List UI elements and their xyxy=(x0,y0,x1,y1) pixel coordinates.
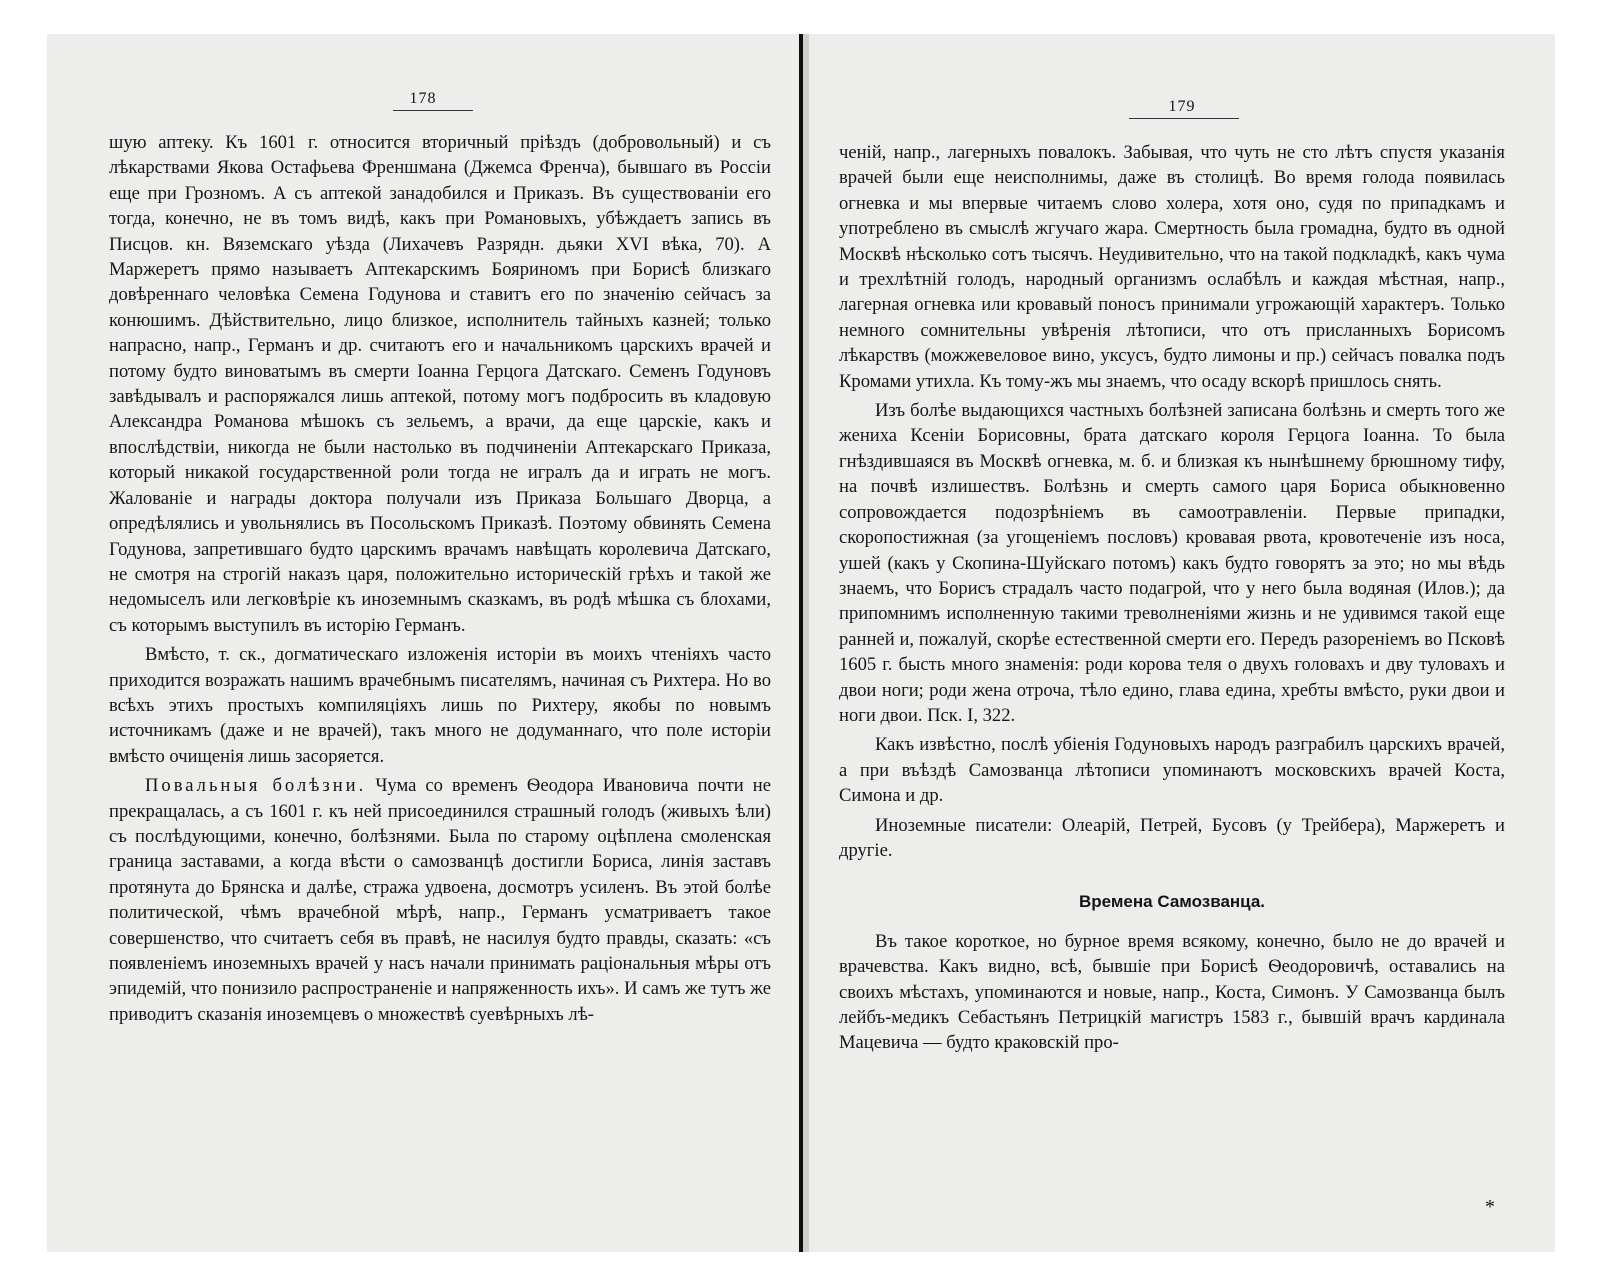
section-paragraph: Въ такое короткое, но бурное время всякому, конечно, было не до врачей и врачевства. Какъ видно, всѣ, бывшіе при Борисѣ Ѳеодоровичѣ, оставались на своихъ мѣстахъ, упоминаются и новые, напр., Коста, Симонъ. У Самозванца былъ лейбъ-медикъ Себастьянъ Петрицкій магистръ 1583 г., бывшій врачъ кардинала Мацевича — будто краковскій про- xyxy=(839,930,1505,1054)
paragraph: Изъ болѣе выдающихся частныхъ болѣзней записана болѣзнь и смерть того же жениха Ксеніи Борисовны, брата датскаго короля Герцога Іоанна. То была гнѣздившаяся въ Москвѣ огневка, м. б. и близкая къ нынѣшнему брюшному тифу, на почвѣ излишествъ. Болѣзнь и смерть самого царя Бориса обыкновенно сопровождается подозрѣніемъ въ самоотравленіи. Первые припадки, скоропостижная (за угощеніемъ пословъ) кровавая рвота, кровотеченіе изъ носа, ушей (какъ у Скопина-Шуйскаго потомъ) какъ будто говорятъ за это; но мы вѣдь знаемъ, что Борисъ страдалъ часто подагрой, что у него была водяная (Илов.); да припомнимъ исполненную такими треволненіями жизнь и не удивимся такой еще ранней и, пожалуй, скорѣе естественной смерти его. Передъ разореніемъ во Псковѣ 1605 г. бысть много знаменія: роди корова теля о двухъ головахъ и дву туловахъ и двои ноги; роди жена отроча, тѣло едино, глава едина, хребты вмѣсто, руки двои и ноги двои. Пск. I, 322. xyxy=(839,400,1505,726)
section-heading: Времена Самозванца. xyxy=(1078,892,1266,912)
paragraph: Вмѣсто, т. ск., догматическаго изложенія исторіи въ моихъ чтеніяхъ часто приходится возражать нашимъ врачебнымъ писателямъ, начиная съ Рихтера. Но во всѣхъ этихъ простыхъ компиляціяхъ лишь по Рихтеру, якобы по новымъ источникамъ (даже и не врачей), такъ много не додуманнаго, что поле исторіи вмѣсто очищенія лишь засоряется. xyxy=(109,644,771,767)
right-page xyxy=(809,34,1555,1252)
epidemics-paragraph xyxy=(109,773,771,1027)
paragraph: шую аптеку. Къ 1601 г. относится вторичный пріѣздъ (добровольный) и съ лѣкарствами Якова Остафьева Френшмана (Джемса Френча), бывшаго въ Россіи еще при Грозномъ. А съ аптекой занадобился и Приказъ. Въ существованіи его тогда, конечно, не въ томъ видѣ, какъ при Романовыхъ, убѣждаетъ запись въ Писцов. кн. Вяземскаго уѣзда (Лихачевъ Разрядн. дьяки XVI вѣка, 70). А Маржеретъ прямо называетъ Аптекарскимъ Бояриномъ при Борисѣ близкаго довѣреннаго человѣка Семена Годунова и ставитъ его по значенію сейчасъ за конюшимъ. Дѣйствительно, лицо близкое, исполнитель тайныхъ казней; только напрасно, напр., Германъ и др. считаютъ его и начальникомъ царскихъ врачей и потому будто виноватымъ въ смерти Іоанна Герцога Датскаго. Семенъ Годуновъ завѣдывалъ и распоряжался лишь аптекой, потому могъ подбросить въ кладовую Александра Романова мѣшокъ съ зельемъ, а врачи, да еще царскіе, какъ и впослѣдствіи, никогда не были настолько въ подчиненіи Аптекарскаго Приказа, который никакой государственной роли тогда не игралъ да и играть не могъ. Жалованіе и награды доктора получали изъ Приказа Большаго Дворца, а опредѣлялись и увольнялись въ Посольскомъ Приказѣ. Поэтому обвинять Семена Годунова, запретившаго будто царскимъ врачамъ навѣщать королевича Датскаго, не смотря на строгій наказъ царя, положительно историческій грѣхъ и такой же недомыселъ или легковѣріе къ иноземнымъ сказкамъ, въ родѣ мѣшка съ блохами, съ которымъ выступилъ въ исторію Германъ. xyxy=(109,132,771,636)
paragraph: ченій, напр., лагерныхъ повалокъ. Забывая, что чуть не сто лѣтъ спустя указанія врачей были еще неисполнимы, даже въ столицѣ. Во время голода появилась огневка и мы впервые читаемъ слово холера, хотя оно, судя по припадкамъ и употреблено въ смыслѣ жгучаго жара. Смертность была громадна, будто въ одной Москвѣ нѣсколько сотъ тысячъ. Неудивительно, что на такой подкладкѣ, какъ чума и трехлѣтній голодъ, народный организмъ ослабѣлъ и каждая мѣстная, напр., лагерная огневка или кровавый поносъ принимали угрожающій характеръ. Только немного сомнительны увѣренія лѣтописи, что отъ присланныхъ Борисомъ лѣкарствъ (можжевеловое вино, уксусъ, будто лимоны и пр.) сейчасъ повалка подъ Кромами утихла. Къ тому-жъ мы знаемъ, что осаду вскорѣ пришлось снять. xyxy=(839,142,1505,392)
paragraph: Какъ извѣстно, послѣ убіенія Годуновыхъ народъ разграбилъ царскихъ врачей, а при въѣздѣ Самозванца лѣтописи упоминаютъ московскихъ врачей Коста, Симона и др. xyxy=(839,734,1505,807)
epidemics-heading: Повальныя болѣзни. xyxy=(145,775,367,797)
page-number-rule-right xyxy=(1129,118,1239,119)
left-page xyxy=(47,34,799,1252)
book-spread-scan xyxy=(47,34,1555,1252)
page-number-left: 178 xyxy=(409,90,437,107)
right-page-text xyxy=(839,140,1505,1060)
epidemics-text: Чума со временъ Ѳеодора Ивановича почти не прекращалась, а съ 1601 г. къ ней присоединился страшный голодъ (живыхъ ѣли) съ послѣдующими, конечно, болѣзнями. Была по старому оцѣплена смоленская граница заставами, а когда вѣсти о самозванцѣ достигли Бориса, линія заставъ протянута до Брянска и далѣе, стража удвоена, досмотръ усиленъ. Въ этой болѣе политической, чѣмъ врачебной мѣрѣ, напр., Германъ усматриваетъ такое совершенство, что считаетъ себя въ правѣ, не насилуя будто правды, сказать: «съ появленіемъ иноземныхъ врачей у насъ начали принимать раціональныя мѣры отъ эпидемій, что понизило распространеніе и напряженность ихъ». И самъ же тутъ же приводитъ сказанія иноземцевъ о множествѣ суевѣрныхъ лѣ- xyxy=(109,775,772,1025)
page-number-rule-left xyxy=(393,110,473,111)
left-page-text xyxy=(109,130,771,1031)
page-number-right: 179 xyxy=(1168,98,1196,115)
paragraph: Иноземные писатели: Олеарій, Петрей, Бусовъ (у Трейбера), Маржеретъ и другіе. xyxy=(839,814,1505,861)
signature-mark: * xyxy=(1485,1196,1495,1218)
